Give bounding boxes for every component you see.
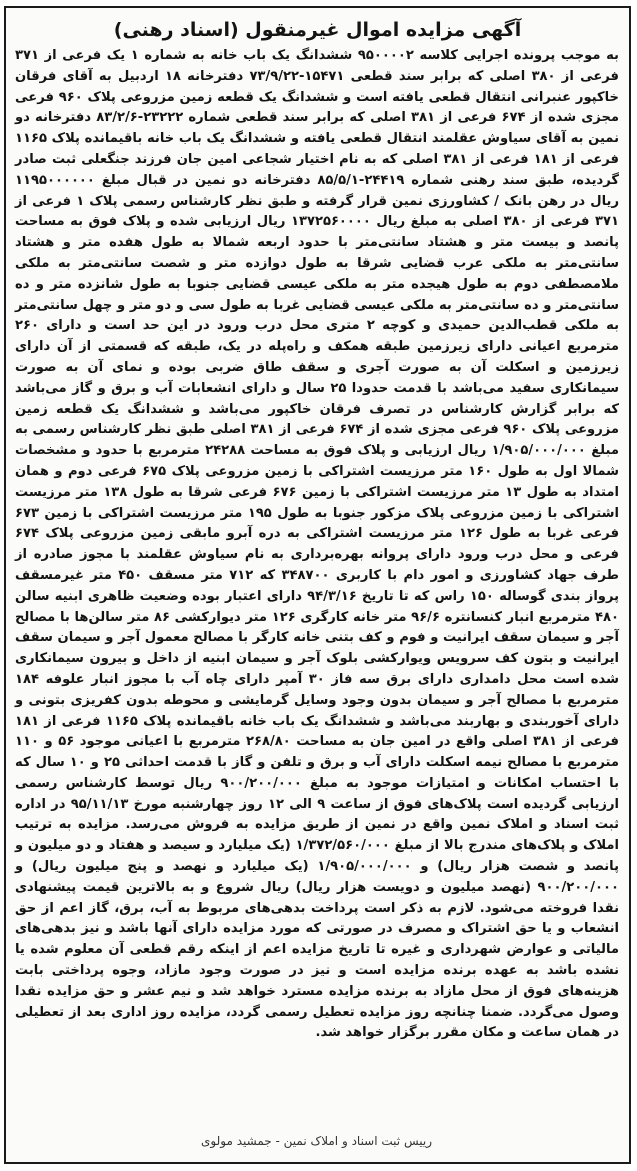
- notice-title: آگهی مزایده اموال غیرمنقول (اسناد رهنی): [113, 19, 522, 41]
- notice-body: به موجب پرونده اجرایی کلاسه ۹۵۰۰۰۰۲ ششدانگ یک باب خانه به شماره ۱ یک فرعی از ۳۷۱ فرعی از ۳۸۰ اصلی که برابر سند قطعی ۱۵۴۷۱-۷۳/۹/۲۲ دفترخانه ۱۸ اردبیل به آقای فرقان خاکپور عنبرانی انتقال قطعی یافته است و ششدانگ یک قطعه زمین مزروعی پلاک ۹۶۰ فرعی مجزی شده از ۶۷۴ فرعی از ۳۸۱ اصلی که برابر سند قطعی شماره ۲۳۲۲۲-۸۳/۲/۶ دفترخانه دو نمین به آقای سیاوش عقلمند انتقال قطعی یافته و ششدانگ یک باب خانه باقیمانده پلاک ۱۱۶۵ فرعی از ۱۸۱ فرعی از ۳۸۱ اصلی که به نام اختیار شجاعی امین جان فرزند جنگعلی ثبت صادر گردیده، طبق سند رهنی شماره ۲۴۴۱۹-۸۵/۵/۱ دفترخانه دو نمین در قبال مبلغ ۱۱۹۵۰۰۰۰۰۰ ریال در رهن بانک / کشاورزی نمین قرار گرفته و طبق نظر کارشناس رسمی پلاک ۱ فرعی از ۳۷۱ فرعی از ۳۸۰ اصلی به مبلغ ریال ۱۳۷۲۵۶۰۰۰۰ ریال ارزیابی شده و پلاک فوق به مساحت پانصد و بیست متر و هشتاد سانتی‌متر با حدود اربعه شمالا به طول هفده متر و هشتاد سانتی‌متر به ملکی عرب قضایی شرقا به طول دوازده متر و شصت سانتی‌متر به ملکی ملامصطفی دوم به طول هیجده متر به ملکی عیسی قضایی جنوبا به طول شانزده متر و ده سانتی‌متر و ده سانتی‌متر به ملکی عیسی قضایی غربا به طول سی و دو متر و چهل سانتی‌متر به ملکی قطب‌الدین حمیدی و کوچه ۲ متری محل درب ورود در این حد است و دارای ۲۶۰ مترمربع اعیانی دارای زیرزمین طبقه همکف و راه‌پله در یک، طبقه که قسمتی از آن دارای زیرزمین و اسکلت آن به صورت آجری و سقف طاق ضربی بوده و نمای آن به صورت سیمانکاری سفید می‌باشد با قدمت حدودا ۲۵ سال و دارای انشعابات آب و برق و گاز می‌باشد که برابر گزارش کارشناس در تصرف فرقان خاکپور می‌باشد و ششدانگ یک قطعه زمین مزروعی پلاک ۹۶۰ فرعی مجزی شده از ۶۷۴ فرعی از ۳۸۱ اصلی طبق نظر کارشناس رسمی به مبلغ ۱/۹۰۵/۰۰۰/۰۰۰ ریال ارزیابی و پلاک فوق به مساحت ۲۴۲۸۸ مترمربع با حدود و مشخصات شمالا اول به طول ۱۶۰ متر مرزیست اشتراکی با زمین مزروعی پلاک ۶۷۵ فرعی دوم و همان امتداد به طول ۱۳ متر مرزیست اشتراکی با زمین ۶۷۶ فرعی شرقا به طول ۱۳۸ متر مرزیست اشتراکی با زمین مزروعی پلاک مزکور جنوبا به طول ۱۹۵ متر مرزیست اشتراکی با زمین ۶۷۳ فرعی غربا به طول ۱۲۶ متر مرزیست اشتراکی به دره آبرو مابقی زمین مزروعی پلاک ۶۷۴ فرعی و محل درب ورود دارای پروانه بهره‌برداری به نام سیاوش عقلمند با مجوز صادره از طرف جهاد کشاورزی و امور دام با کاربری ۳۴۸۷۰۰ که ۷۱۲ متر مسقف ۴۵۰ متر غیرمسقف پرواز بندی گوساله ۱۵۰ راس که تا تاریخ ۹۴/۳/۱۶ دارای اعتبار بوده وضعیت ظاهری ابنیه سالن ۴۸۰ مترمربع انبار کنسانتره ۹۶/۶ متر خانه کارگری ۱۲۶ متر دیوارکشی ۸۶ متر سالن‌ها با مصالح آجر و سیمان سقف ایرانیت و فوم و کف بتنی خانه کارگر با مصالح معمول آجر و سیمان سقف ایرانیت و بتون کف سرویس ویوارکشی بلوک آجر و سیمان ابنیه از داخل و بیرون سیمانکاری شده است محل دامداری دارای برق سه فاز ۳۰ آمپر دارای چاه آب با مجوز انبار علوفه ۱۸۴ مترمربع با مصالح آجر و سیمان بدون وجود وسایل گرمایشی و محوطه بدون کفریزی بتونی و دارای آخوربندی و بهاربند می‌باشد و ششدانگ یک باب خانه باقیمانده پلاک ۱۱۶۵ فرعی از ۱۸۱ فرعی از ۳۸۱ اصلی واقع در امین جان به مساحت ۲۶۸/۸۰ مترمربع با اعیانی موجود ۵۶ و ۱۱۰ مترمربع با مصالح نیمه اسکلت دارای آب و برق و تلفن و گاز با قدمت احداثی ۲۵ و ۱۰ سال که با احتساب امکانات و امتیازات موجود به مبلغ ۹۰۰/۲۰۰/۰۰۰ ریال توسط کارشناس رسمی ارزیابی گردیده است پلاک‌های فوق از ساعت ۹ الی ۱۲ روز چهارشنبه مورخ ۹۵/۱۱/۱۳ در اداره ثبت اسناد و املاک نمین واقع در نمین از طریق مزایده به فروش می‌رسد. مزایده به ترتیب املاک و پلاک‌های مندرج بالا از مبلغ ۱/۳۷۲/۵۶۰/۰۰۰ (یک میلیارد و سیصد و هفتاد و دو میلیون و پانصد و شصت هزار ریال) و ۱/۹۰۵/۰۰۰/۰۰۰ (یک میلیارد و نهصد و پنج میلیون ریال) و ۹۰۰/۲۰۰/۰۰۰ (نهصد میلیون و دویست هزار ریال) ریال شروع و به بالاترین قیمت پیشنهادی نقدا فروخته می‌شود. لازم به ذکر است پرداخت بدهی‌های مربوط به آب، برق، گاز اعم از حق انشعاب و یا حق اشتراک و مصرف در صورتی که مورد مزایده دارای آنها باشد و نیز بدهی‌های مالیاتی و عوارض شهرداری و غیره تا تاریخ مزایده اعم از اینکه رقم قطعی آن معلوم شده یا نشده باشد به عهده برنده مزایده است و نیز در صورت وجود مازاد، وجوه پرداختی بابت هزینه‌های فوق از محل مازاد به برنده مزایده مسترد خواهد شد و نیم عشر و حق مزایده نقدا وصول می‌گردد. ضمنا چنانچه روز مزایده تعطیل رسمی گردد، مزایده روز اداری بعد از تعطیلی در همان ساعت و مکان مقرر برگزار خواهد شد.: [15, 48, 620, 1041]
- notice-signature: رییس ثبت اسناد و املاک نمین - جمشید مولوی: [201, 1134, 432, 1148]
- auction-notice: [4, 6, 631, 1164]
